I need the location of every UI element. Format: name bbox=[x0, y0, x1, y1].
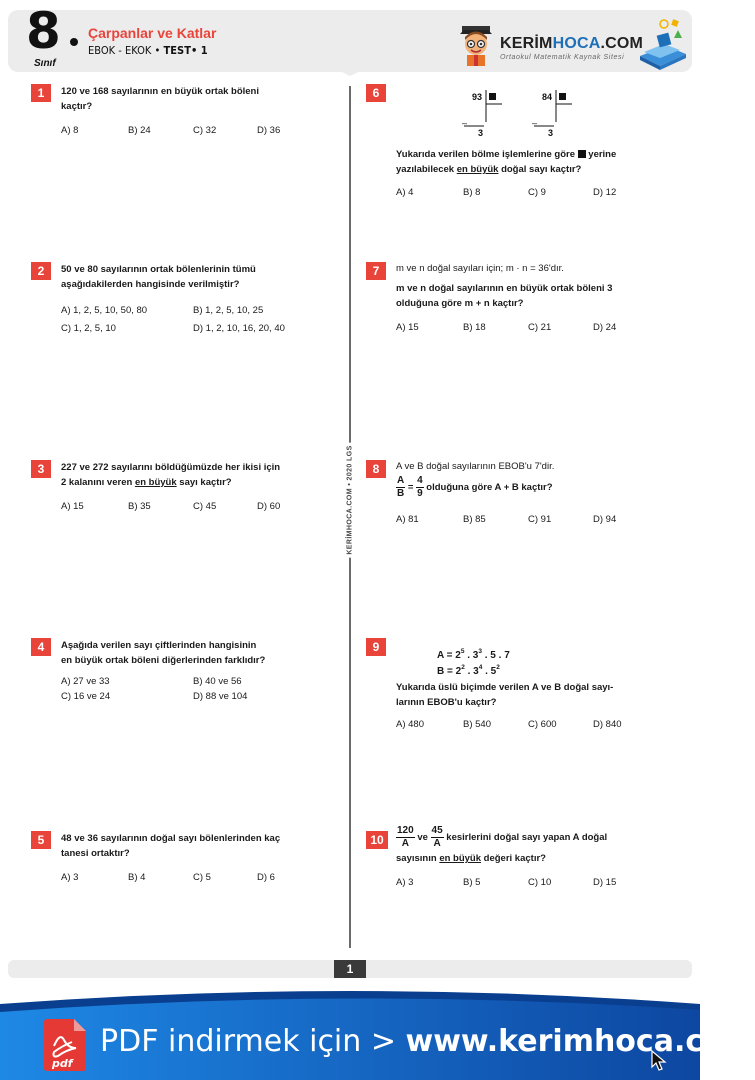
logo-com: .COM bbox=[600, 35, 644, 52]
math-expression: B = 2 bbox=[437, 666, 462, 677]
text-segment: Yukarıda verilen bölme işlemlerine göre bbox=[396, 149, 578, 160]
option-b[interactable]: B) 40 ve 56 bbox=[193, 676, 242, 687]
math-expression: . 3 bbox=[464, 650, 479, 661]
math-expression: A = 2 bbox=[437, 650, 461, 661]
question-line: 50 ve 80 sayılarının ortak bölenlerinin tümü bbox=[61, 264, 256, 275]
question-line: Aşağıda verilen sayı çiftlerinden hangisinin bbox=[61, 640, 257, 651]
question-10-line2 bbox=[396, 851, 546, 866]
grade-dot bbox=[70, 38, 78, 46]
option-a[interactable]: A) 3 bbox=[396, 877, 414, 888]
option-b[interactable]: B) 540 bbox=[463, 719, 491, 730]
logo-hoca: HOCA bbox=[552, 35, 601, 52]
division-1-minus: – bbox=[462, 118, 468, 128]
math-expression: . 5 . 7 bbox=[481, 650, 510, 661]
banner-url-link[interactable]: www.kerimhoca.com bbox=[405, 1024, 755, 1059]
fraction-denominator: A bbox=[401, 838, 409, 849]
equals-sign: = bbox=[407, 482, 414, 494]
question-line bbox=[396, 296, 612, 311]
question-line: 120 ve 168 sayılarının en büyük ortak böleni bbox=[61, 86, 260, 97]
fraction-numerator: A bbox=[397, 475, 405, 486]
option-d[interactable]: D) 1, 2, 10, 16, 20, 40 bbox=[193, 323, 285, 334]
text-segment: sayısının bbox=[396, 853, 440, 864]
question-line bbox=[396, 162, 616, 177]
question-line: kaçtır? bbox=[61, 101, 93, 112]
option-c[interactable]: C) 9 bbox=[528, 187, 546, 198]
option-a[interactable]: A) 81 bbox=[396, 514, 419, 525]
page-number: 1 bbox=[334, 960, 366, 978]
emphasis-text: en büyük bbox=[439, 853, 482, 864]
question-2-text bbox=[61, 262, 256, 292]
option-d[interactable]: D) 12 bbox=[593, 187, 617, 198]
fraction-4-over-9 bbox=[416, 476, 424, 499]
fraction-numerator: 4 bbox=[417, 475, 423, 486]
option-c[interactable]: C) 21 bbox=[528, 322, 552, 333]
logo-tagline: Ortaokul Matematik Kaynak Sitesi bbox=[500, 54, 625, 61]
option-d[interactable]: D) 60 bbox=[257, 501, 281, 512]
option-b[interactable]: B) 4 bbox=[128, 872, 146, 883]
option-b[interactable]: B) 24 bbox=[128, 125, 151, 136]
option-b[interactable]: B) 35 bbox=[128, 501, 151, 512]
option-d[interactable]: D) 24 bbox=[593, 322, 617, 333]
question-7-text bbox=[396, 261, 612, 311]
fraction-numerator: 120 bbox=[397, 825, 414, 836]
logo-kerim: KERİM bbox=[500, 35, 553, 52]
question-line bbox=[61, 475, 280, 490]
question-1-text bbox=[61, 84, 259, 114]
question-line: aşağıdakilerden hangisinde verilmiştir? bbox=[61, 279, 240, 290]
question-number: 1 bbox=[31, 84, 51, 102]
division-2-minus: – bbox=[532, 118, 538, 128]
text-segment: doğal sayı kaçtır? bbox=[498, 164, 582, 175]
division-1-dividend: 93 bbox=[472, 92, 483, 102]
option-d[interactable]: D) 6 bbox=[257, 872, 275, 883]
banner-prompt: PDF indirmek için > bbox=[100, 1024, 406, 1059]
math-expression: m + n bbox=[464, 298, 490, 309]
question-number: 8 bbox=[366, 460, 386, 478]
question-8-line1: A ve B doğal sayılarının EBOB'u 7'dir. bbox=[396, 461, 555, 472]
division-1-quotient: 3 bbox=[478, 128, 484, 138]
question-line: larının EBOB'u kaçtır? bbox=[396, 697, 497, 708]
exponent: 4 bbox=[478, 664, 483, 671]
question-number: 5 bbox=[31, 831, 51, 849]
question-line: 227 ve 272 sayılarını böldüğümüzde her ikisi için bbox=[61, 462, 281, 473]
option-d[interactable]: D) 840 bbox=[593, 719, 622, 730]
question-line: en büyük ortak böleni diğerlerinden farklıdır? bbox=[61, 655, 266, 666]
division-diagrams bbox=[460, 88, 580, 140]
question-line: Yukarıda üslü biçimde verilen A ve B doğal sayı- bbox=[396, 682, 614, 693]
side-watermark bbox=[339, 430, 361, 570]
option-a[interactable]: A) 8 bbox=[61, 125, 79, 136]
option-c[interactable]: C) 16 ve 24 bbox=[61, 691, 111, 702]
option-a[interactable]: A) 15 bbox=[61, 501, 84, 512]
grade-label: Sınıf bbox=[34, 58, 56, 69]
fraction-denominator: B bbox=[397, 488, 405, 499]
site-logo[interactable] bbox=[500, 35, 643, 53]
question-number: 2 bbox=[31, 262, 51, 280]
question-9-text bbox=[396, 680, 613, 710]
option-d[interactable]: D) 15 bbox=[593, 877, 617, 888]
division-2-quotient: 3 bbox=[548, 128, 554, 138]
option-b[interactable]: B) 5 bbox=[463, 877, 481, 888]
exponent: 5 bbox=[460, 648, 465, 655]
mouse-cursor-icon bbox=[650, 1050, 668, 1072]
option-c[interactable]: C) 10 bbox=[528, 877, 552, 888]
text-segment: değeri kaçtır? bbox=[481, 853, 546, 864]
option-c[interactable]: C) 32 bbox=[193, 125, 217, 136]
fraction-a-over-b bbox=[396, 476, 405, 499]
question-number: 10 bbox=[366, 831, 388, 849]
text-segment: yerine bbox=[585, 149, 617, 160]
math-expression: m · n = 36 bbox=[505, 263, 549, 274]
worksheet-subtitle bbox=[88, 44, 208, 57]
text-segment: kaçtır? bbox=[489, 298, 524, 309]
option-a[interactable]: A) 4 bbox=[396, 187, 414, 198]
option-c[interactable]: C) 1, 2, 5, 10 bbox=[61, 323, 116, 334]
fraction-numerator: 45 bbox=[431, 825, 443, 836]
text-segment: 'dır. bbox=[548, 263, 564, 274]
option-b[interactable]: B) 18 bbox=[463, 322, 486, 333]
pdf-icon-label: pdf bbox=[52, 1057, 73, 1070]
emphasis-text: en büyük bbox=[456, 164, 499, 175]
text-segment: yazılabilecek bbox=[396, 164, 457, 175]
text-segment: 2 kalanını veren bbox=[61, 477, 135, 488]
grade-badge bbox=[20, 2, 76, 69]
worksheet-title: Çarpanlar ve Katlar bbox=[88, 25, 217, 41]
unknown-square-icon bbox=[578, 150, 586, 158]
question-8-line2 bbox=[396, 476, 553, 499]
fraction-45-over-a bbox=[431, 826, 444, 849]
option-a[interactable]: A) 1, 2, 5, 10, 50, 80 bbox=[61, 305, 148, 316]
question-4-text bbox=[61, 638, 265, 668]
option-c[interactable]: C) 600 bbox=[528, 719, 557, 730]
text-segment: kaçtır? bbox=[518, 482, 553, 494]
question-number: 7 bbox=[366, 262, 386, 280]
pdf-file-icon bbox=[42, 1018, 88, 1072]
question-line: m ve n doğal sayılarının en büyük ortak böleni 3 bbox=[396, 283, 613, 294]
option-d[interactable]: D) 36 bbox=[257, 125, 281, 136]
question-line bbox=[396, 261, 612, 276]
option-a[interactable]: A) 15 bbox=[396, 322, 419, 333]
option-d[interactable]: D) 94 bbox=[593, 514, 617, 525]
question-6-text bbox=[396, 147, 616, 177]
fraction-denominator: A bbox=[433, 838, 441, 849]
question-number: 3 bbox=[31, 460, 51, 478]
option-b[interactable]: B) 8 bbox=[463, 187, 481, 198]
question-line bbox=[396, 147, 616, 162]
question-line: tanesi ortaktır? bbox=[61, 848, 130, 859]
option-a[interactable]: A) 480 bbox=[396, 719, 424, 730]
question-number: 6 bbox=[366, 84, 386, 102]
text-segment: olduğuna göre bbox=[426, 482, 495, 494]
subtitle-topic: EBOK - EKOK • bbox=[88, 44, 161, 57]
question-line: 48 ve 36 sayılarının doğal sayı bölenlerinden kaç bbox=[61, 833, 281, 844]
header-notch bbox=[330, 66, 370, 76]
option-b[interactable]: B) 1, 2, 5, 10, 25 bbox=[193, 305, 264, 316]
option-d[interactable]: D) 88 ve 104 bbox=[193, 691, 248, 702]
text-segment: ve bbox=[414, 832, 431, 844]
subtitle-test: TEST• 1 bbox=[163, 44, 208, 57]
text-segment: olduğuna göre bbox=[396, 298, 465, 309]
option-c[interactable]: C) 91 bbox=[528, 514, 552, 525]
text-segment: sayı kaçtır? bbox=[176, 477, 232, 488]
division-2-dividend: 84 bbox=[542, 92, 553, 102]
question-10-line1 bbox=[396, 826, 607, 849]
equation-b bbox=[437, 660, 500, 679]
exponent: 2 bbox=[496, 664, 500, 671]
question-5-text bbox=[61, 831, 280, 861]
grade-number: 8 bbox=[26, 2, 61, 60]
option-c[interactable]: C) 45 bbox=[193, 501, 217, 512]
exponent: 3 bbox=[478, 648, 482, 655]
fraction-denominator: 9 bbox=[417, 488, 423, 499]
question-number: 4 bbox=[31, 638, 51, 656]
math-expression: A + B bbox=[494, 482, 519, 494]
side-watermark-text: KERİMHOCA.COM • 2020 LGS bbox=[347, 442, 354, 557]
unknown-square-icon bbox=[489, 93, 496, 100]
option-c[interactable]: C) 5 bbox=[193, 872, 211, 883]
teacher-mascot-icon bbox=[458, 24, 494, 66]
fraction-120-over-a bbox=[396, 826, 415, 849]
option-a[interactable]: A) 3 bbox=[61, 872, 79, 883]
text-segment: m ve n doğal sayıları için; bbox=[396, 263, 506, 274]
question-number: 9 bbox=[366, 638, 386, 656]
book-graphic-icon bbox=[636, 16, 690, 72]
text-segment: kesirlerini doğal sayı yapan A doğal bbox=[443, 832, 608, 844]
emphasis-text: en büyük bbox=[134, 477, 177, 488]
unknown-square-icon bbox=[559, 93, 566, 100]
option-a[interactable]: A) 27 ve 33 bbox=[61, 676, 110, 687]
option-b[interactable]: B) 85 bbox=[463, 514, 486, 525]
question-3-text bbox=[61, 460, 280, 490]
math-expression: . 3 bbox=[464, 666, 479, 677]
exponent: 2 bbox=[461, 664, 465, 671]
math-expression: . 5 bbox=[482, 666, 497, 677]
